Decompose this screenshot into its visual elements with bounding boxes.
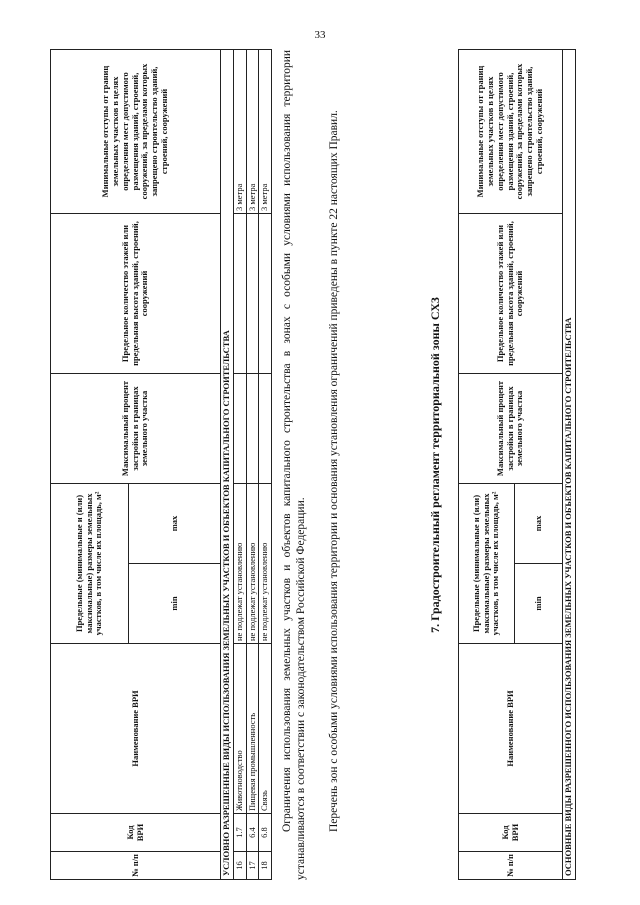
header-code: Код ВРИ — [51, 814, 221, 852]
header-name: Наименование ВРИ — [459, 644, 563, 814]
row-percent — [233, 374, 246, 484]
row-code: 6.8 — [259, 814, 272, 852]
section-main: ОСНОВНЫЕ ВИДЫ РАЗРЕШЕННОГО ИСПОЛЬЗОВАНИЯ ЗЕМЕЛЬНЫХ УЧАСТКОВ И ОБЪЕКТОВ КАПИТАЛЬНОГО СТРОИТЕЛЬСТВА — [563, 50, 576, 880]
table-row — [233, 50, 246, 880]
row-floors — [233, 214, 246, 374]
landscape-content — [50, 50, 590, 880]
header-num: № п/п — [51, 852, 221, 880]
paragraph-zones-list: Перечень зон с особыми условиями использования территории и основания установления ограничений приведены в пункте 22 настоящих Правил. — [327, 110, 340, 832]
header-min: min — [129, 564, 221, 644]
vri-table-conditional — [50, 49, 272, 880]
page-number: 33 — [314, 29, 326, 41]
header-percent: Максимальный процент застройки в границах земельного участка — [459, 374, 563, 484]
row-setback: 3 метра — [246, 50, 259, 214]
header-percent: Максимальный процент застройки в границах земельного участка — [51, 374, 221, 484]
row-name: Животноводство — [233, 644, 246, 814]
row-name: Связь — [259, 644, 272, 814]
header-max: max — [515, 484, 563, 564]
row-size: не подлежат установлению — [233, 484, 246, 644]
header-min: min — [515, 564, 563, 644]
row-size: не подлежат установлению — [246, 484, 259, 644]
row-num: 17 — [246, 852, 259, 880]
header-setbacks: Минимальные отступы от границ земельных участков в целях определения мест допустимого размещения зданий, строений, сооружений, за пределами которых запрещено строительство зданий, строений, сооружений — [459, 50, 563, 214]
table-row — [246, 50, 259, 880]
row-setback: 3 метра — [259, 50, 272, 214]
section-heading: 7. Градостроительный регламент территориальной зоны СХ3 — [428, 297, 442, 633]
header-name: Наименование ВРИ — [51, 644, 221, 814]
row-floors — [246, 214, 259, 374]
table-row — [259, 50, 272, 880]
header-size: Предельные (минимальные и (или) максимальные) размеры земельных участков, в том числе их площадь, м² — [459, 484, 515, 644]
row-percent — [246, 374, 259, 484]
row-setback: 3 метра — [233, 50, 246, 214]
paragraph-restrictions: Ограничения использования земельных участков и объектов капитального строительства в зонах с особыми условиями использования территории устанавливаются в соответствии с законодательством Российской Федерации. — [280, 50, 307, 880]
row-code: 6.4 — [246, 814, 259, 852]
header-max: max — [129, 484, 221, 564]
header-setbacks: Минимальные отступы от границ земельных участков в целях определения мест допустимого размещения зданий, строений, сооружений, за пределами которых запрещено строительство зданий, строений, сооружений — [51, 50, 221, 214]
header-floors: Предельное количество этажей или предельная высота зданий, строений, сооружений — [51, 214, 221, 374]
header-size: Предельные (минимальные и (или) максимальные) размеры земельных участков, в том числе их площадь, м² — [51, 484, 129, 644]
header-floors: Предельное количество этажей или предельная высота зданий, строений, сооружений — [459, 214, 563, 374]
row-floors — [259, 214, 272, 374]
header-code: Код ВРИ — [459, 814, 563, 852]
row-name: Пищевая промышленность — [246, 644, 259, 814]
vri-table-main — [458, 49, 576, 880]
section-conditional: УСЛОВНО РАЗРЕШЕННЫЕ ВИДЫ ИСПОЛЬЗОВАНИЯ ЗЕМЕЛЬНЫХ УЧАСТКОВ И ОБЪЕКТОВ КАПИТАЛЬНОГО СТРОИТЕЛЬСТВА — [221, 50, 234, 880]
row-code: 1.7 — [233, 814, 246, 852]
row-num: 18 — [259, 852, 272, 880]
row-size: не подлежат установлению — [259, 484, 272, 644]
row-percent — [259, 374, 272, 484]
header-num: № п/п — [459, 852, 563, 880]
row-num: 16 — [233, 852, 246, 880]
